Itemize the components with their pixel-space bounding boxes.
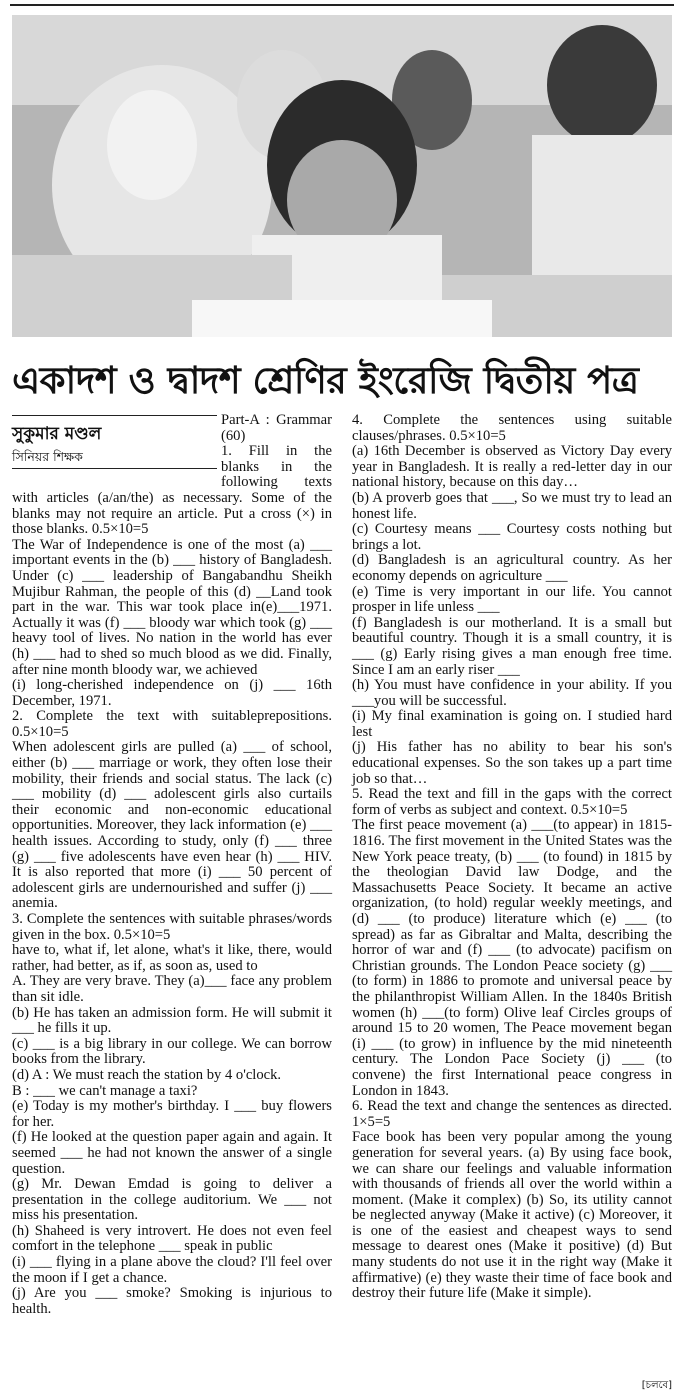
paragraph: B : ___ we can't manage a taxi? (12, 1082, 198, 1099)
column-left-text (12, 444, 332, 1317)
paragraph: (b) He has taken an admission form. He will submit it ___ he fills it up. (12, 1004, 332, 1037)
paragraph: (g) Mr. Dewan Emdad is going to deliver a presentation in the college auditorium. We ___ not miss his presentation. (12, 1176, 332, 1224)
byline-bottom-rule (12, 468, 217, 469)
column-right-text (352, 413, 672, 1302)
byline-rule (12, 415, 217, 416)
paragraph: 4. Complete the sentences using suitable clauses/phrases. 0.5×10=5 (352, 412, 672, 444)
exam-hall-photo (12, 15, 672, 337)
paragraph: (j) His father has no ability to bear his son's educational expenses. So the son takes up a part time job so that… (352, 739, 672, 787)
paragraph: (i) ___ flying in a plane above the cloud? I'll feel over the moon if I get a chance. (12, 1254, 332, 1286)
paragraph: (b) A proverb goes that ___, So we must try to lead an honest life. (352, 489, 672, 522)
paragraph: (c) ___ is a big library in our college. We can borrow books from the library. (12, 1035, 332, 1068)
paragraph: (i) long-cherished independence on (j) ___ 16th December, 1971. (12, 677, 332, 709)
top-rule (10, 4, 674, 6)
paragraph: 6. Read the text and change the sentences as directed. 1×5=5 (352, 1098, 672, 1130)
article-headline: একাদশ ও দ্বাদশ শ্রেণির ইংরেজি দ্বিতীয় পত্র (12, 359, 639, 402)
paragraph: (f) He looked at the question paper again and again. It seemed ___ he had not known the answer of a single question. (12, 1129, 332, 1177)
continued-label: [চলবে] (641, 1380, 672, 1391)
author-role: সিনিয়র শিক্ষক (12, 449, 83, 464)
paragraph: (e) Today is my mother's birthday. I ___ buy flowers for her. (12, 1098, 332, 1130)
exam-students-image (12, 15, 672, 337)
paragraph: (i) My final examination is going on. I studied hard lest (352, 708, 672, 740)
paragraph: (h) You must have confidence in your ability. If you ___you will be successful. (352, 677, 672, 709)
paragraph: Face book has been very popular among the young generation for several years. (a) By using face book, we can share our feelings and valuable information with thousands of friends all over the world within a moment. (Make it complex) (b) So, its utility cannot be neglected anyway (Make it active) (c) Moreover, it is one of the easiest and cheapest ways to send message to dearest ones (Make it positive) (d) But many students do not use it in the right way (Make it affirmative) (e) they waste their time of face book and destroy their future life (Make it simple). (352, 1129, 672, 1302)
paragraph: 1. Fill in the blanks in the following texts with articles (a/an/the) as necessary. Some of the blanks may not require an article. Put a cross (×) in those blanks. 0.5×10=5 (12, 443, 332, 538)
column-left (12, 413, 332, 1317)
paragraph: 2. Complete the text with suitableprepositions. 0.5×10=5 (12, 708, 332, 740)
paragraph: When adolescent girls are pulled (a) ___ of school, either (b) ___ marriage or work, they often lose their mobility, their friends and social status. The lack (c) ___ mobility (d) ___ adolescent girls also curtails their economic and non-economic educational opportunities. Moreover, they lack information (e) ___ health issues. According to study, only (f) ___ three (g) ___ five adolescents have even hear (h) ___ HIV. It is also reported that more (i) ___ 50 percent of adolescent girls are undernourished and suffer (j) ___ anemia. (12, 739, 332, 912)
paragraph: 3. Complete the sentences with suitable phrases/words given in the box. 0.5×10=5 (12, 911, 332, 943)
column-right (352, 413, 672, 1302)
paragraph: (j) Are you ___ smoke? Smoking is injurious to health. (12, 1285, 332, 1317)
paragraph: A. They are very brave. They (a)___ face any problem than sit idle. (12, 973, 332, 1005)
paragraph: (d) A : We must reach the station by 4 o'clock. (12, 1066, 282, 1083)
paragraph: have to, what if, let alone, what's it like, there, would rather, had better, as if, as soon as, used to (12, 942, 332, 974)
paragraph: (h) Shaheed is very introvert. He does not even feel comfort in the telephone ___ speak in public (12, 1222, 332, 1255)
paragraph: (c) Courtesy means ___ Courtesy costs nothing but brings a lot. (352, 521, 672, 553)
paragraph: 5. Read the text and fill in the gaps with the correct form of verbs as subject and context. 0.5×10=5 (352, 786, 672, 818)
paragraph: The first peace movement (a) ___(to appear) in 1815-1816. The first movement in the United States was the New York peace treaty, (b) ___ (to found) in 1815 by the theologian David law Dodge, and the Massachusetts Peace Society. It became an active organization, (to hold) regular weekly meetings, and (d) ___ (to produce) literature which (e) ___ (to spread) as far as Gibraltar and Malta, describing the horror of war and (f) ___ (to advocate) pacifism on Christian grounds. The London Peace society (g) ___ (to form) in 1886 to promote and universal peace by the philanthropist William Allen. In the 1840s British women (h) ___(to form) Olive leaf Circles groups of around 15 to 20 women, The Peace movement began (i) ___ (to grow) in influence by the mid nineteenth century. The London Pace Society (j) ___ (to convene) the first International peace congress in London in 1843. (352, 817, 672, 1099)
paragraph: (a) 16th December is observed as Victory Day every year in Bangladesh. It is really a red-letter day in our national history, because on this day… (352, 443, 672, 491)
paragraph: (e) Time is very important in our life. You cannot prosper in life unless ___ (352, 583, 672, 616)
paragraph: (d) Bangladesh is an agricultural country. As her economy depends on agriculture ___ (352, 552, 672, 584)
paragraph: The War of Independence is one of the most (a) ___ important events in the (b) ___ history of Bangladesh. Under (c) ___ leadership of Bangabandhu Sheikh Mujibur Rahman, the people of this (d) __Land took part in the war. This war took place in(e)___1971. Actually it was (f) ___ bloody war which took (g) ___ heavy tool of lives. No nation in the world has ever (h) ___ had to shed so much blood as we did. Finally, after nine month bloody war, we achieved (12, 536, 332, 678)
byline (12, 413, 217, 489)
part-heading: Part-A : Grammar (60) (221, 412, 332, 444)
paragraph: (f) Bangladesh is our motherland. It is a small but beautiful country. Though it is a small country, it is ___ (g) Early rising gives a man enough free time. Since I am an early riser ___ (352, 614, 672, 678)
author-name: সুকুমার মণ্ডল (12, 424, 102, 444)
